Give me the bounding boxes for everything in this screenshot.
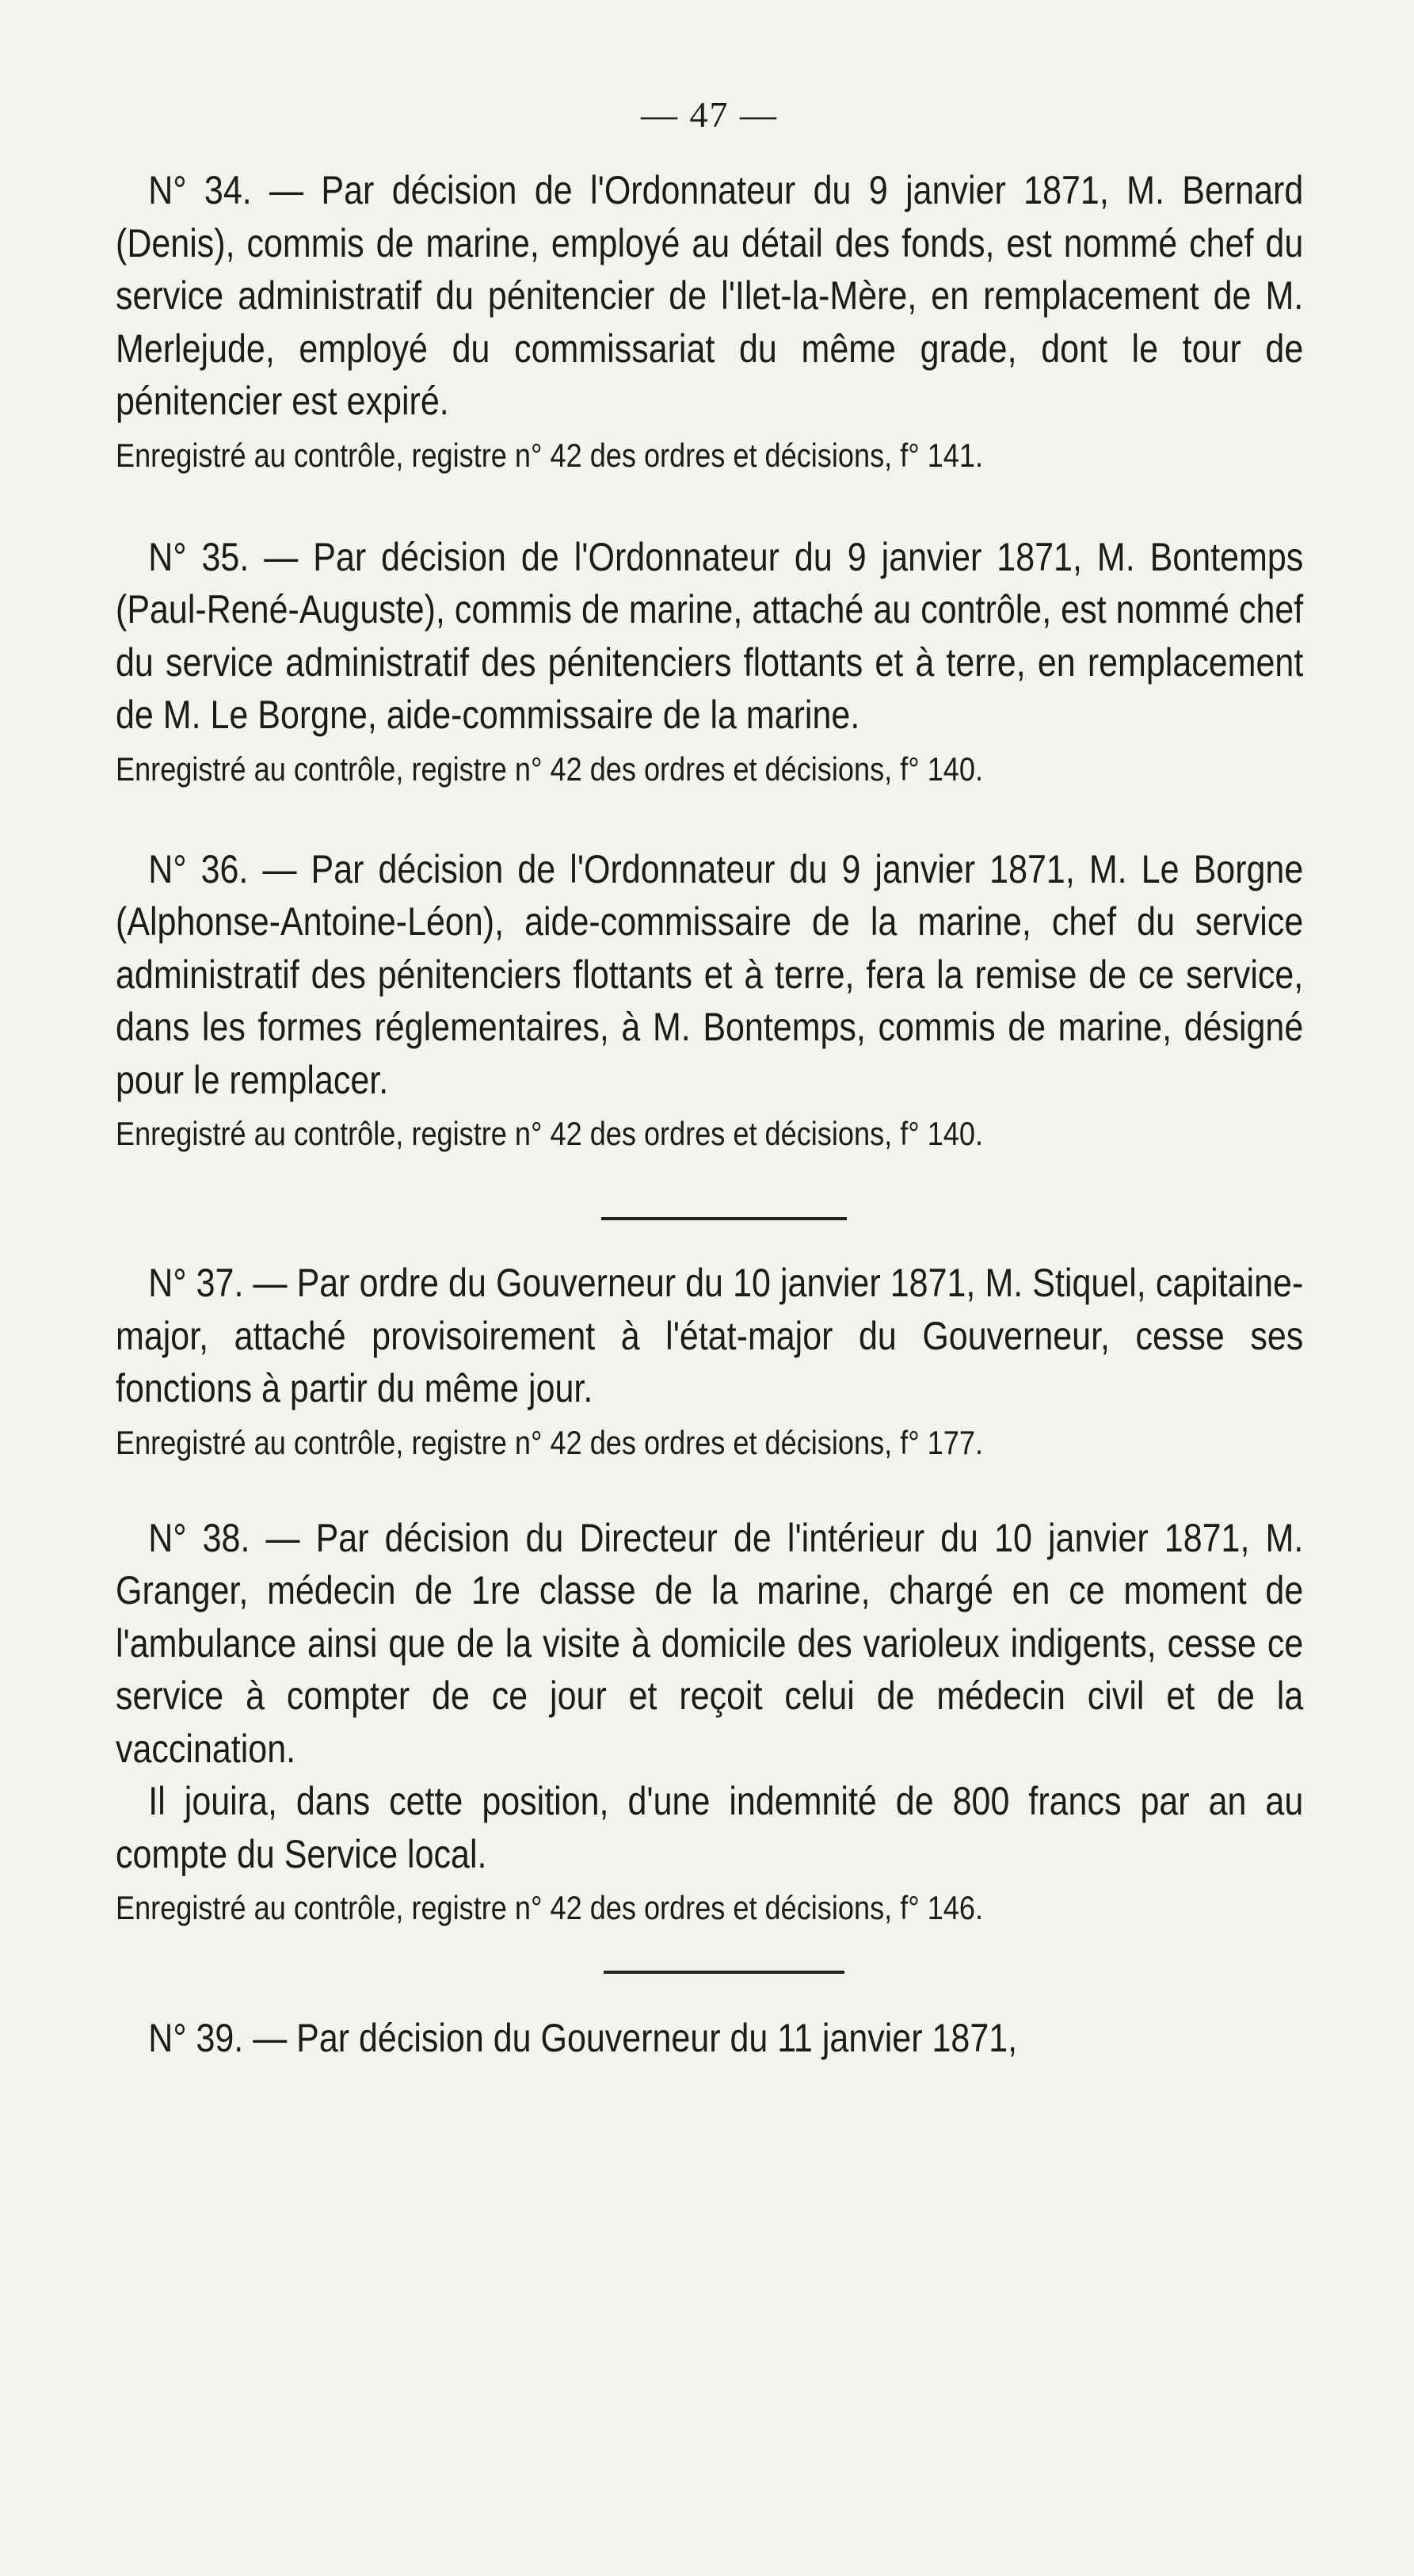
page-number: — 47 — [641, 94, 778, 135]
entry-text: N° 39. — Par décision du Gouverneur du 11 janvier 1871, [148, 2016, 1018, 2060]
registration-note: Enregistré au contrôle, registre n° 42 des ordres et décisions, f° 177. [116, 1423, 984, 1461]
registration-note: Enregistré au contrôle, registre n° 42 des ordres et décisions, f° 146. [116, 1889, 984, 1926]
entry-text: N° 34. — Par décision de l'Ordonnateur du 9 janvier 1871, M. Bernard (Denis), commis de marine, employé au détail des fonds, est nommé chef du service administratif du pénitencier de l'Ilet-la-Mère, en remplacement de M. Merlejude, employé du commissariat du même grade, dont le tour de pénitencier est expiré. [116, 168, 1304, 423]
entry-39 [116, 2012, 1303, 2065]
entry-text: N° 35. — Par décision de l'Ordonnateur du 9 janvier 1871, M. Bontemps (Paul-René-Auguste), commis de marine, attaché au contrôle, est nommé chef du service administratif des pénitenciers flottants et à terre, en remplacement de M. Le Borgne, aide-commissaire de la marine. [116, 534, 1304, 737]
entry-text: N° 38. — Par décision du Directeur de l'intérieur du 10 janvier 1871, M. Granger, médecin de 1re classe de la marine, chargé en ce moment de l'ambulance ainsi que de la visite à domicile des varioleux indigents, cesse ce service à compter de ce jour et reçoit celui de médecin civil et de la vaccination. [116, 1515, 1304, 1771]
entry-34 [116, 164, 1303, 477]
section-divider [604, 1971, 844, 1974]
entry-38 [116, 1512, 1303, 1930]
registration-note: Enregistré au contrôle, registre n° 42 des ordres et décisions, f° 140. [116, 1115, 984, 1152]
section-divider [601, 1217, 847, 1220]
entry-37 [116, 1257, 1303, 1464]
registration-note: Enregistré au contrôle, registre n° 42 des ordres et décisions, f° 141. [116, 436, 984, 474]
entry-text: N° 36. — Par décision de l'Ordonnateur du 9 janvier 1871, M. Le Borgne (Alphonse-Antoine-Léon), aide-commissaire de la marine, chef du service administratif des pénitenciers flottants et à terre, fera la remise de ce service, dans les formes réglementaires, à M. Bontemps, commis de marine, désigné pour le remplacer. [116, 846, 1304, 1102]
registration-note: Enregistré au contrôle, registre n° 42 des ordres et décisions, f° 140. [116, 750, 984, 788]
entry-35 [116, 531, 1303, 791]
entry-text: N° 37. — Par ordre du Gouverneur du 10 janvier 1871, M. Stiquel, capitaine-major, attaché provisoirement à l'état-major du Gouverneur, cesse ses fonctions à partir du même jour. [116, 1261, 1304, 1410]
entry-text-continued: Il jouira, dans cette position, d'une indemnité de 800 francs par an au compte du Service local. [116, 1779, 1304, 1876]
entry-36 [116, 843, 1303, 1156]
